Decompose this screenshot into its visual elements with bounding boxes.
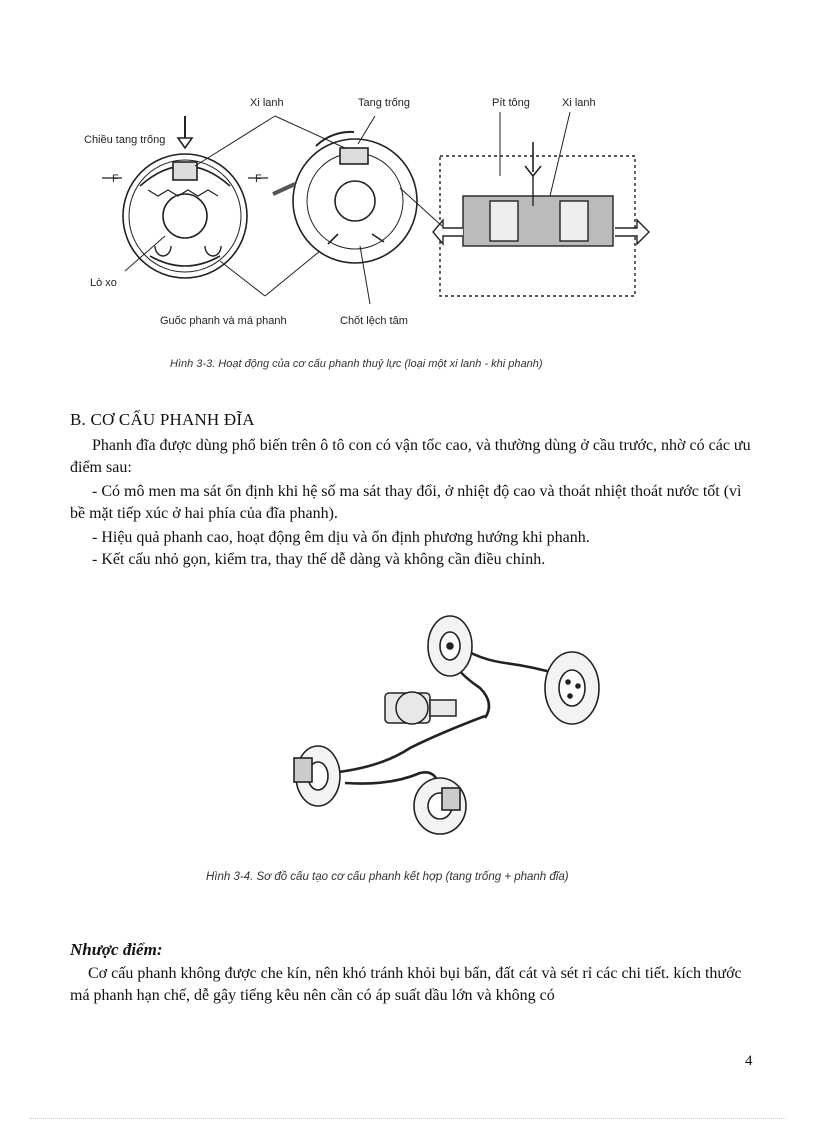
middle-drum-brake [273,132,417,263]
label-lo-xo: Lò xo [90,277,117,289]
label-xi-lanh-right: Xi lanh [562,97,596,109]
bullet-item: - Có mô men ma sát ổn định khi hệ số ma sát thay đổi, ở nhiệt độ cao và thoát nhiệt thoát nước tốt (vì bề mặt tiếp xúc ở hai phía của đĩa phanh). [70,483,742,522]
disadvantages-heading: Nhược điểm: [70,940,163,959]
footer-divider [30,1118,786,1119]
figure-3-3-drum-brake-diagram [70,86,670,346]
figure-3-3-svg [70,86,670,346]
figure-3-4-brake-system-diagram [290,608,620,838]
label-chieu-tang-trong: Chiều tang trống [84,134,166,146]
bullet-item: - Hiệu quả phanh cao, hoạt động êm dịu và ổn định phương hướng khi phanh. [92,529,590,546]
label-tang-trong: Tang trống [358,97,410,109]
figure-3-4-caption: Hình 3-4. Sơ đồ cấu tạo cơ cấu phanh kết hợp (tang trống + phanh đĩa) [206,871,569,883]
front-right-disc [414,778,466,834]
rear-right-drum [545,652,599,724]
label-force-right: F [255,173,262,185]
intro-paragraph: Phanh đĩa được dùng phổ biến trên ô tô con có vận tốc cao, và thường dùng ở cầu trước, nhờ có các ưu điểm sau: [70,437,751,476]
rear-left-drum [428,616,472,676]
wheel-cylinder-detail [433,142,649,296]
label-force-left: F [112,173,119,185]
figure-3-4-svg [290,608,620,838]
disadvantages-paragraph: Cơ cấu phanh không được che kín, nên khó tránh khỏi bụi bẩn, đất cát và sét rỉ các chi tiết. kích thước má phanh hạn chế, dễ gây tiếng kêu nên cần có áp suất dầu lớn và không có [70,965,742,1004]
page-number: 4 [745,1053,753,1069]
section-title: B. CƠ CẤU PHANH ĐĨA [70,410,255,429]
label-pit-tong: Pít tông [492,97,530,109]
figure-3-3-caption: Hình 3-3. Hoạt động của cơ cấu phanh thuỷ lực (loại một xi lanh - khi phanh) [170,358,543,370]
label-guoc-phanh: Guốc phanh và má phanh [160,315,287,327]
master-cylinder [385,692,456,724]
label-chot-lech-tam: Chốt lệch tâm [340,315,408,327]
bullet-item: - Kết cấu nhỏ gọn, kiểm tra, thay thế dễ dàng và không cần điều chỉnh. [92,551,546,568]
front-left-disc [294,746,340,806]
label-xi-lanh-left: Xi lanh [250,97,284,109]
